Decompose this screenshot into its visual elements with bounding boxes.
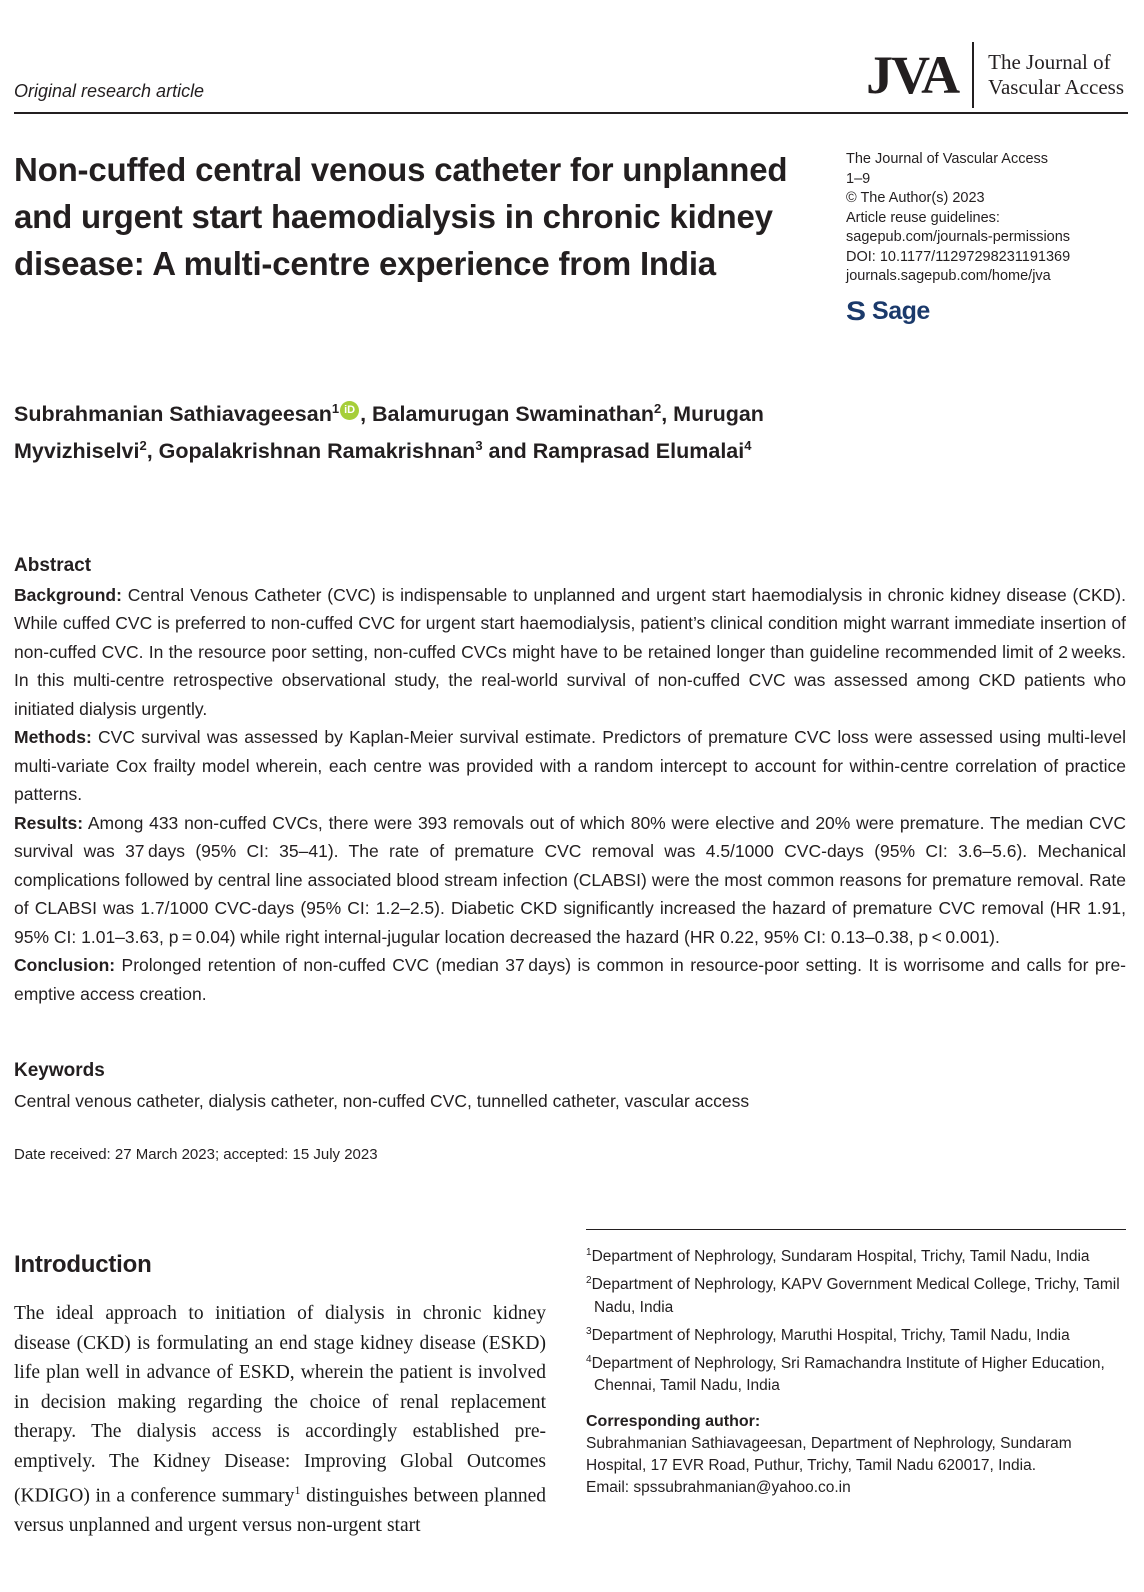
affiliation-sup: 4 [586, 1353, 592, 1365]
meta-journal-home-link[interactable]: journals.sagepub.com/home/jva [846, 268, 1051, 284]
date-received-line: Date received: 27 March 2023; accepted: 15 July 2023 [14, 1146, 378, 1164]
sage-s-icon: S [846, 296, 867, 326]
author-affiliation-sup: 2 [139, 437, 147, 453]
affiliation-item: $^3$Department of Nephrology, Maruthi Hospital, Trichy, Tamil Nadu, India [586, 1325, 1070, 1344]
keywords-text: Central venous catheter, dialysis catheter, non-cuffed CVC, tunnelled catheter, vascular access [14, 1091, 750, 1112]
author-name: Balamurugan Swaminathan [372, 401, 654, 426]
header-rule [14, 112, 1128, 114]
affiliation-sup: 3 [586, 1325, 592, 1337]
abstract-paragraph: Background: Central Venous Catheter (CVC) is indispensable to unplanned and urgent start haemodialysis in chronic kidney disease (CKD). While cuffed CVC is preferred to non-cuffed CVC for urgent start haemodialysis, patient’s clinical condition might warrant immediate insertion of non-cuffed CVC. In the resource poor setting, non-cuffed CVCs might have to be retained longer than guideline recommended limit of 2 weeks. In this multi-centre retrospective observational study, the real-world survival of non-cuffed CVC was assessed among CKD patients who initiated dialysis urgently. [14, 584, 1126, 719]
sage-wordmark: Sage [872, 296, 930, 325]
abstract-paragraph: Conclusion: Prolonged retention of non-cuffed CVC (median 37 days) is common in resource-poor setting. It is worrisome and calls for pre-emptive access creation. [14, 955, 1126, 1004]
meta-doi: DOI: 10.1177/11297298231191369 [846, 248, 1071, 265]
abstract-body [14, 581, 1126, 1009]
affiliation-item: $^1$Department of Nephrology, Sundaram Hospital, Trichy, Tamil Nadu, India [586, 1247, 1090, 1266]
jva-logo-icon: JVA [866, 45, 959, 105]
meta-permissions-link[interactable]: sagepub.com/journals-permissions [846, 229, 1071, 245]
author-name: Subrahmanian Sathiavageesan [14, 401, 332, 426]
page-header [14, 18, 1128, 110]
author-name: Ramprasad Elumalai [532, 438, 745, 463]
journal-logo [866, 42, 1128, 108]
author-list: Subrahmanian Sathiavageesan$^1$ iD , Balamurugan Swaminathan$^2$, Murugan Myvizhiselvi$^2$, Gopalakrishnan Ramakrishnan$^3$ and Ramprasad Elumalai$^4$ [14, 400, 764, 463]
abstract-paragraph-label: Background: [14, 584, 122, 605]
abstract-paragraph-label: Methods: [14, 727, 92, 748]
author-affiliation-sup: 3 [475, 437, 483, 453]
author-name: Gopalakrishnan Ramakrishnan [158, 438, 476, 463]
journal-name [988, 50, 1124, 100]
author-name: Murugan Myvizhiselvi [14, 401, 764, 463]
meta-copyright: © The Author(s) 2023 [846, 190, 985, 206]
email-link[interactable]: spssubrahmanian@yahoo.co.in [633, 1478, 851, 1496]
introduction-paragraph: The ideal approach to initiation of dialysis in chronic kidney disease (CKD) is formulating an end stage kidney disease (ESKD) life plan well in advance of ESKD, wherein the patient is involved in decision making regarding the choice of renal replacement therapy. The dialysis access is accordingly established pre-emptively. The Kidney Disease: Improving Global Outcomes (KDIGO) in a conference summary$^1$ distinguishes between planned versus unplanned and urgent versus non-urgent start [14, 1303, 547, 1537]
footnote-column [586, 1229, 1126, 1541]
abstract-paragraph: Results: Among 433 non-cuffed CVCs, there were 393 removals out of which 80% were elective and 20% were premature. The median CVC survival was 37 days (95% CI: 35–41). The rate of premature CVC removal was 4.5/1000 CVC-days (95% CI: 3.6–5.6). Mechanical complications followed by central line associated blood stream infection (CLABSI) were the most common reasons for premature removal. Rate of CLABSI was 1.7/1000 CVC-days (95% CI: 1.2–2.5). Diabetic CKD significantly increased the hazard of premature CVC removal (HR 1.91, 95% CI: 1.01–3.63, p = 0.04) while right internal-jugular location decreased the hazard (HR 0.22, 95% CI: 0.13–0.38, p < 0.001). [14, 812, 1126, 947]
journal-meta-block [846, 146, 1128, 327]
author-affiliation-sup: 1 [331, 400, 340, 416]
logo-divider [972, 42, 974, 108]
abstract-heading: Abstract [14, 554, 92, 576]
corresponding-author-heading: Corresponding author: [586, 1412, 761, 1430]
introduction-column [14, 1229, 546, 1541]
abstract-paragraph-label: Conclusion: [14, 955, 116, 976]
article-title: Non-cuffed central venous catheter for unplanned and urgent start haemodialysis in chronic kidney disease: A multi-centre experience from India [14, 151, 788, 282]
affiliation-item: $^4$Department of Nephrology, Sri Ramachandra Institute of Higher Education, Chennai, Tamil Nadu, India [586, 1353, 1105, 1394]
author-affiliation-sup: 2 [653, 400, 662, 416]
meta-reuse-guidelines: Article reuse guidelines: [846, 209, 1000, 226]
corresponding-author-email-line [586, 1477, 1126, 1499]
sage-logo [846, 297, 1128, 327]
email-label: Email: [586, 1478, 634, 1496]
reference-sup[interactable]: 1 [294, 1483, 301, 1498]
abstract-paragraph-label: Results: [14, 812, 84, 833]
corresponding-author-address: Subrahmanian Sathiavageesan, Department of Nephrology, Sundaram Hospital, 17 EVR Road, Puthur, Trichy, Tamil Nadu 620017, India. [586, 1434, 1072, 1474]
journal-name-line1: The Journal of [988, 50, 1111, 74]
affiliation-sup: 2 [586, 1275, 592, 1287]
keywords-heading: Keywords [14, 1060, 105, 1082]
abstract-paragraph: Methods: CVC survival was assessed by Kaplan-Meier survival estimate. Predictors of premature CVC loss were assessed using multi-level multi-variate Cox frailty model wherein, each centre was provided with a random intercept to account for within-centre correlation of practice patterns. [14, 727, 1126, 805]
affiliation-list [586, 1242, 1126, 1397]
affiliation-sup: 1 [586, 1247, 592, 1259]
keywords-section [14, 1060, 1128, 1114]
introduction-heading: Introduction [14, 1251, 152, 1279]
affiliation-item: $^2$Department of Nephrology, KAPV Government Medical College, Trichy, Tamil Nadu, India [586, 1275, 1120, 1316]
article-type-label: Original research article [14, 81, 205, 101]
meta-journal-name: The Journal of Vascular Access [846, 151, 1049, 167]
orcid-icon[interactable]: iD [340, 401, 359, 420]
meta-page-range: 1–9 [846, 170, 871, 187]
journal-name-line2: Vascular Access [988, 75, 1124, 99]
author-affiliation-sup: 4 [744, 437, 752, 453]
abstract-section [14, 555, 1126, 1009]
